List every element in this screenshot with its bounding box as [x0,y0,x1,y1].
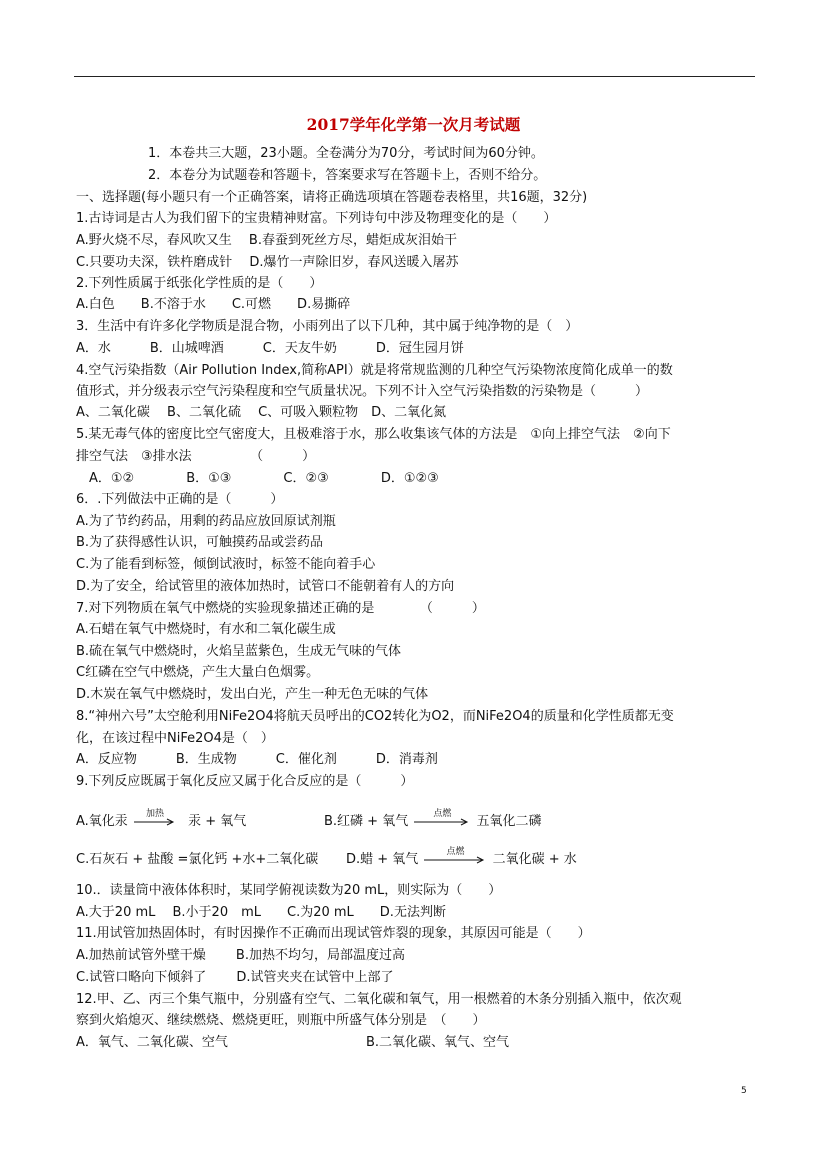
q9-d-condition: 点燃 [446,846,465,857]
q8-stem-line2: 化，在该过程中NiFe2O4是（ ） [76,731,274,746]
q11-stem: 11.用试管加热固体时，有时因操作不正确而出现试管炸裂的现象，其原因可能是（ ） [76,926,591,941]
q6-stem: 6．.下列做法中正确的是（ ） [76,492,284,507]
q4-stem-line2: 值形式，并分级表示空气污染程度和空气质量状况。下列不计入空气污染指数的污染物是（ ） [76,384,649,399]
q9-b-product: 五氧化二磷 [476,814,542,829]
q6-option-c: C.为了能看到标签，倾倒试液时，标签不能向着手心 [76,557,376,572]
q2-stem: 2.下列性质属于纸张化学性质的是（ ） [76,276,323,291]
q5-stem-line2: 排空气法 ③排水法 （ ） [76,449,316,464]
q1-stem: 1.古诗词是古人为我们留下的宝贵精神财富。下列诗句中涉及物理变化的是（ ） [76,211,557,226]
q9-d-product: 二氧化碳 + 水 [492,852,577,867]
reaction-arrow-icon [134,808,176,826]
q10-stem: 10.．读量筒中液体体积时，某同学俯视读数为20 mL，则实际为（ ） [76,883,502,898]
q9-option-a [76,808,247,830]
q12-stem-line2: 察到火焰熄灭、继续燃烧、燃烧更旺，则瓶中所盛气体分别是 （ ） [76,1013,486,1028]
q2-options: A.白色 B.不溶于水 C.可燃 D.易撕碎 [76,297,351,312]
q9-a-product: 汞 + 氧气 [188,814,247,829]
q8-stem-line1: 8.“神州六号”太空舱利用NiFe2O4将航天员呼出的CO2转化为O2，而NiFe2O4的质量和化学性质都无变 [76,709,674,724]
q10-options: A.大于20 mL B.小于20 mL C.为20 mL D.无法判断 [76,905,446,920]
q3-stem: 3．生活中有许多化学物质是混合物，小雨列出了以下几种，其中属于纯净物的是（ ） [76,319,579,334]
q4-options: A、二氧化碳 B、二氧化硫 C、可吸入颗粒物 D、二氧化氮 [76,405,447,420]
q8-options: A．反应物 B．生成物 C．催化剂 D．消毒剂 [76,752,438,767]
q6-option-d: D.为了安全，给试管里的液体加热时，试管口不能朝着有人的方向 [76,579,455,594]
q5-options: A．①② B．①③ C．②③ D．①②③ [76,471,439,486]
reaction-arrow-icon [424,846,486,864]
q9-d-reactant: D.蜡 + 氧气 [346,852,419,867]
q9-option-d [346,846,577,868]
q1-options-ab: A.野火烧不尽，春风吹又生 B.春蚕到死丝方尽，蜡炬成灰泪始干 [76,233,457,248]
q5-stem-line1: 5.某无毒气体的密度比空气密度大，且极难溶于水，那么收集该气体的方法是 ①向上排空气法 ②向下 [76,427,671,442]
q9-option-b [324,808,542,830]
q3-options: A．水 B．山城啤酒 C．天友牛奶 D．冠生园月饼 [76,341,464,356]
q9-option-c: C.石灰石 + 盐酸 =氯化钙 +水+二氧化碳 [76,852,319,867]
header-rule [74,76,755,77]
q9-a-reactant: A.氧化汞 [76,814,128,829]
q4-stem-line1: 4.空气污染指数（Air Pollution Index,简称API）就是将常规监测的几种空气污染物浓度简化成单一的数 [76,363,673,378]
q12-stem-line1: 12.甲、乙、丙三个集气瓶中，分别盛有空气、二氧化碳和氧气，用一根燃着的木条分别插入瓶中，依次观 [76,992,682,1007]
q9-a-condition: 加热 [145,808,164,819]
q1-options-cd: C.只要功夫深，铁杵磨成针 D.爆竹一声除旧岁，春风送暖入屠苏 [76,255,459,270]
q9-b-reactant: B.红磷 + 氧气 [324,814,409,829]
q11-options-cd: C.试管口略向下倾斜了 D.试管夹夹在试管中上部了 [76,970,394,985]
note-2: 2．本卷分为试题卷和答题卡，答案要求写在答题卡上，否则不给分。 [148,168,547,183]
q12-option-b: B.二氧化碳、氧气、空气 [366,1035,510,1050]
q7-option-a: A.石蜡在氧气中燃烧时，有水和二氧化碳生成 [76,622,336,637]
note-1: 1．本卷共三大题，23小题。全卷满分为70分，考试时间为60分钟。 [148,146,544,161]
q9-stem: 9.下列反应既属于氧化反应又属于化合反应的是（ ） [76,774,414,789]
q7-option-b: B.硫在氧气中燃烧时，火焰呈蓝紫色，生成无气味的气体 [76,644,402,659]
q12-option-a: A．氧气、二氧化碳、空气 [76,1035,228,1050]
q9-b-condition: 点燃 [433,808,452,819]
q11-options-ab: A.加热前试管外壁干燥 B.加热不均匀，局部温度过高 [76,948,405,963]
page-title: 2017学年化学第一次月考试题 [306,115,521,134]
q7-stem: 7.对下列物质在氧气中燃烧的实验现象描述正确的是 （ ） [76,601,485,616]
q6-option-a: A.为了节约药品，用剩的药品应放回原试剂瓶 [76,514,336,529]
q7-option-d: D.木炭在氧气中燃烧时，发出白光，产生一种无色无味的气体 [76,687,429,702]
q6-option-b: B.为了获得感性认识，可触摸药品或尝药品 [76,535,324,550]
reaction-arrow-icon [414,808,470,826]
section-heading: 一、选择题(每小题只有一个正确答案，请将正确选项填在答题卷表格里，共16题，32分) [76,190,588,205]
page-number: 5 [741,1086,747,1096]
q7-option-c: C红磷在空气中燃烧，产生大量白色烟雾。 [76,665,320,680]
